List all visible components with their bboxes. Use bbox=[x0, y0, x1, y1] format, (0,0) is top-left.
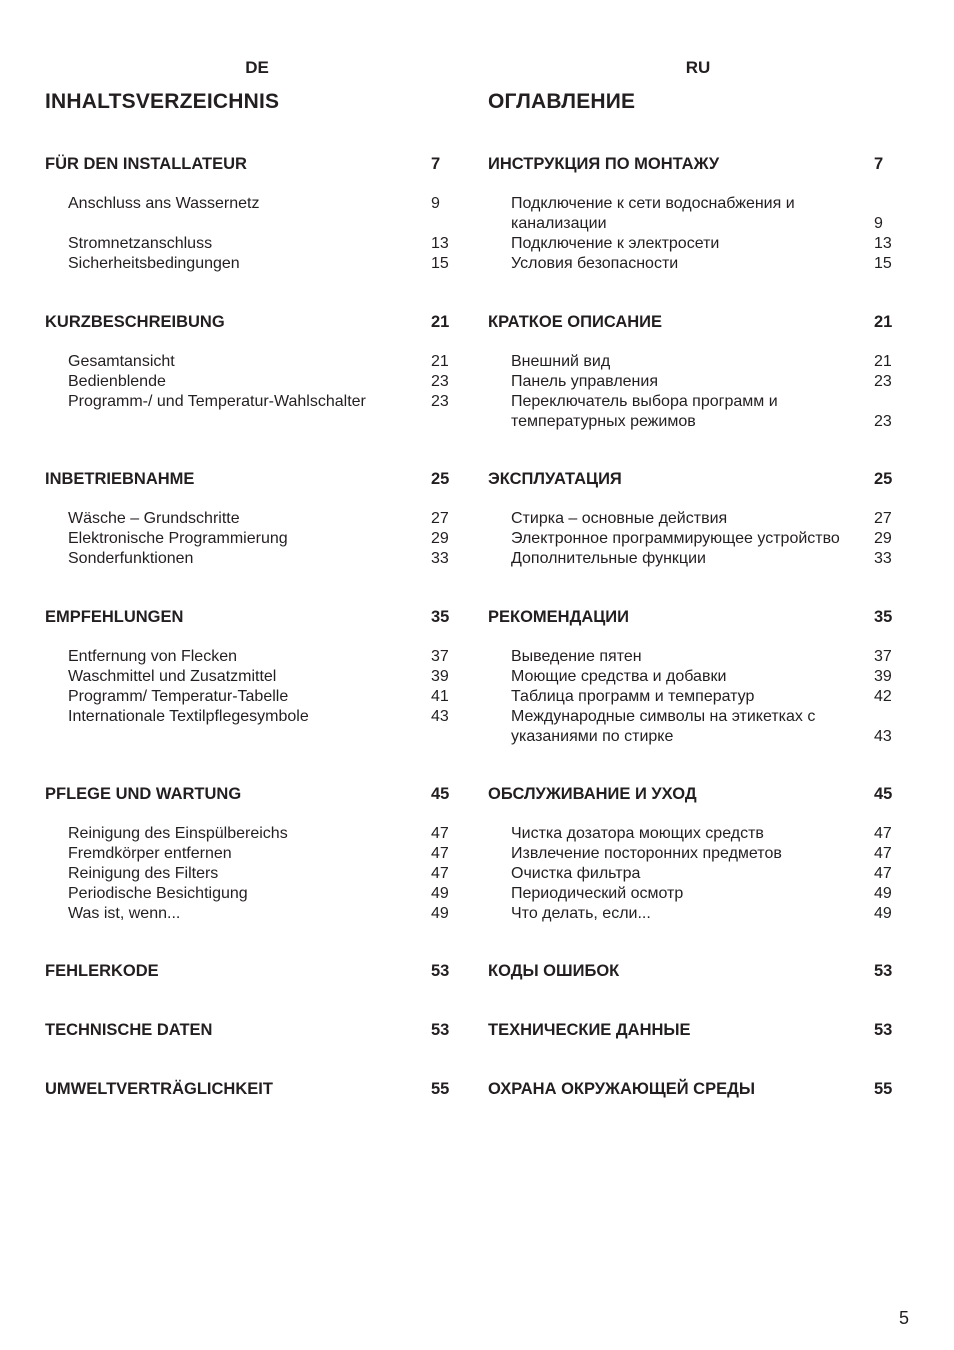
entry-title: Programm/ Temperatur-Tabelle bbox=[68, 688, 289, 705]
page-ref: 47 bbox=[431, 825, 449, 842]
entry-title: Gesamtansicht bbox=[68, 353, 175, 370]
entry-title: Подключение к сети водоснабжения и bbox=[511, 195, 795, 212]
entry-title: канализации bbox=[511, 215, 607, 232]
section-title: FEHLERKODE bbox=[45, 962, 159, 980]
page-ref: 49 bbox=[874, 885, 892, 902]
entry-title: Чистка дозатора моющих средств bbox=[511, 825, 764, 842]
section-title: UMWELTVERTRÄGLICHKEIT bbox=[45, 1080, 273, 1098]
page-ref: 49 bbox=[431, 905, 449, 922]
page-ref: 23 bbox=[874, 413, 892, 430]
page-ref: 15 bbox=[431, 255, 449, 272]
entry-title: Sicherheitsbedingungen bbox=[68, 255, 240, 272]
section-title: РЕКОМЕНДАЦИИ bbox=[488, 608, 630, 626]
entry-title: Внешний вид bbox=[511, 353, 611, 370]
page-ref: 7 bbox=[874, 155, 884, 173]
section-title: КОДЫ ОШИБОК bbox=[488, 962, 620, 980]
section-title: EMPFEHLUNGEN bbox=[45, 608, 184, 626]
section-title: ИНСТРУКЦИЯ ПО МОНТАЖУ bbox=[488, 155, 720, 173]
page-ref: 21 bbox=[431, 313, 450, 331]
page-number: 5 bbox=[898, 1308, 909, 1328]
page-ref: 27 bbox=[874, 510, 892, 527]
page-ref: 13 bbox=[431, 235, 449, 252]
page-ref: 25 bbox=[874, 470, 893, 488]
entry-title: Условия безопасности bbox=[511, 255, 679, 272]
page-ref: 37 bbox=[431, 648, 449, 665]
page-ref: 42 bbox=[874, 688, 892, 705]
page-ref: 55 bbox=[874, 1080, 893, 1098]
entry-title: Периодический осмотр bbox=[511, 885, 684, 902]
entry-title: Очистка фильтра bbox=[511, 865, 641, 882]
page-ref: 49 bbox=[874, 905, 892, 922]
entry-title: Entfernung von Flecken bbox=[68, 648, 237, 665]
page-ref: 21 bbox=[874, 313, 893, 331]
section-title: ТЕХНИЧЕСКИЕ ДАННЫЕ bbox=[488, 1021, 691, 1039]
entry-title: Fremdkörper entfernen bbox=[68, 845, 232, 862]
section-title: ОБСЛУЖИВАНИЕ И УХОД bbox=[488, 785, 697, 803]
page-ref: 29 bbox=[431, 530, 449, 547]
page-ref: 9 bbox=[431, 195, 440, 212]
page-ref: 53 bbox=[431, 1021, 450, 1039]
entry-title: температурных режимов bbox=[511, 413, 696, 430]
page-ref: 47 bbox=[874, 865, 892, 882]
page-ref: 37 bbox=[874, 648, 892, 665]
entry-title: Что делать, если... bbox=[511, 905, 651, 922]
page-ref: 23 bbox=[431, 373, 449, 390]
entry-title: Извлечение посторонних предметов bbox=[511, 845, 782, 862]
toc-column-de bbox=[45, 0, 465, 1150]
section-title: ЭКСПЛУАТАЦИЯ bbox=[488, 470, 622, 488]
section-title: КРАТКОЕ ОПИСАНИЕ bbox=[488, 313, 663, 331]
section-title: KURZBESCHREIBUNG bbox=[45, 313, 225, 331]
page-ref: 9 bbox=[874, 215, 883, 232]
section-title: ОХРАНА ОКРУЖАЮЩЕЙ СРЕДЫ bbox=[488, 1080, 755, 1098]
entry-title: Стирка – основные действия bbox=[511, 510, 728, 527]
page-ref: 47 bbox=[431, 845, 449, 862]
entry-title: Переключатель выбора программ и bbox=[511, 393, 778, 410]
entry-title: Таблица программ и температур bbox=[511, 688, 755, 705]
page-ref: 33 bbox=[431, 550, 449, 567]
entry-title: Was ist, wenn... bbox=[68, 905, 181, 922]
page-ref: 45 bbox=[431, 785, 450, 803]
page-ref: 41 bbox=[431, 688, 449, 705]
page-ref: 25 bbox=[431, 470, 450, 488]
entry-title: Programm-/ und Temperatur-Wahlschalter bbox=[68, 393, 366, 410]
toc-column-ru bbox=[488, 0, 908, 1150]
entry-title: Электронное программирующее устройство bbox=[511, 530, 840, 547]
entry-title: Periodische Besichtigung bbox=[68, 885, 248, 902]
page-ref: 55 bbox=[431, 1080, 450, 1098]
entry-title: Anschluss ans Wassernetz bbox=[68, 195, 260, 212]
toc-title: ОГЛАВЛЕНИЕ bbox=[488, 90, 636, 113]
entry-title: Выведение пятен bbox=[511, 648, 642, 665]
entry-title: Internationale Textilpflegesymbole bbox=[68, 708, 309, 725]
entry-title: Моющие средства и добавки bbox=[511, 668, 727, 685]
page-ref: 53 bbox=[431, 962, 450, 980]
entry-title: Дополнительные функции bbox=[511, 550, 706, 567]
page-ref: 47 bbox=[431, 865, 449, 882]
page-ref: 21 bbox=[874, 353, 892, 370]
entry-title: Bedienblende bbox=[68, 373, 166, 390]
section-title: TECHNISCHE DATEN bbox=[45, 1021, 213, 1039]
language-label: DE bbox=[245, 58, 269, 77]
page-ref: 49 bbox=[431, 885, 449, 902]
entry-title: Elektronische Programmierung bbox=[68, 530, 288, 547]
page-ref: 45 bbox=[874, 785, 893, 803]
entry-title: Панель управления bbox=[511, 373, 658, 390]
page-ref: 35 bbox=[431, 608, 450, 626]
page-ref: 29 bbox=[874, 530, 892, 547]
page-ref: 27 bbox=[431, 510, 449, 527]
entry-title: указаниями по стирке bbox=[511, 728, 674, 745]
page-ref: 7 bbox=[431, 155, 441, 173]
language-label: RU bbox=[685, 58, 711, 77]
page-ref: 43 bbox=[431, 708, 449, 725]
page-ref: 43 bbox=[874, 728, 892, 745]
page-ref: 21 bbox=[431, 353, 449, 370]
section-title: FÜR DEN INSTALLATEUR bbox=[45, 155, 247, 173]
section-title: INBETRIEBNAHME bbox=[45, 470, 195, 488]
page-ref: 13 bbox=[874, 235, 892, 252]
page-ref: 23 bbox=[874, 373, 892, 390]
section-title: PFLEGE UND WARTUNG bbox=[45, 785, 242, 803]
page-ref: 23 bbox=[431, 393, 449, 410]
entry-title: Stromnetzanschluss bbox=[68, 235, 213, 252]
entry-title: Reinigung des Einspülbereichs bbox=[68, 825, 288, 842]
page-ref: 33 bbox=[874, 550, 892, 567]
toc-title: INHALTSVERZEICHNIS bbox=[45, 90, 280, 113]
page-ref: 47 bbox=[874, 825, 892, 842]
page-ref: 15 bbox=[874, 255, 892, 272]
page-ref: 35 bbox=[874, 608, 893, 626]
entry-title: Подключение к электросети bbox=[511, 235, 720, 252]
page-ref: 47 bbox=[874, 845, 892, 862]
entry-title: Reinigung des Filters bbox=[68, 865, 219, 882]
page-ref: 53 bbox=[874, 1021, 893, 1039]
page-ref: 53 bbox=[874, 962, 893, 980]
entry-title: Wäsche – Grundschritte bbox=[68, 510, 240, 527]
page-ref: 39 bbox=[431, 668, 449, 685]
entry-title: Sonderfunktionen bbox=[68, 550, 194, 567]
page-ref: 39 bbox=[874, 668, 892, 685]
entry-title: Waschmittel und Zusatzmittel bbox=[68, 668, 277, 685]
entry-title: Международные символы на этикетках с bbox=[511, 708, 816, 725]
